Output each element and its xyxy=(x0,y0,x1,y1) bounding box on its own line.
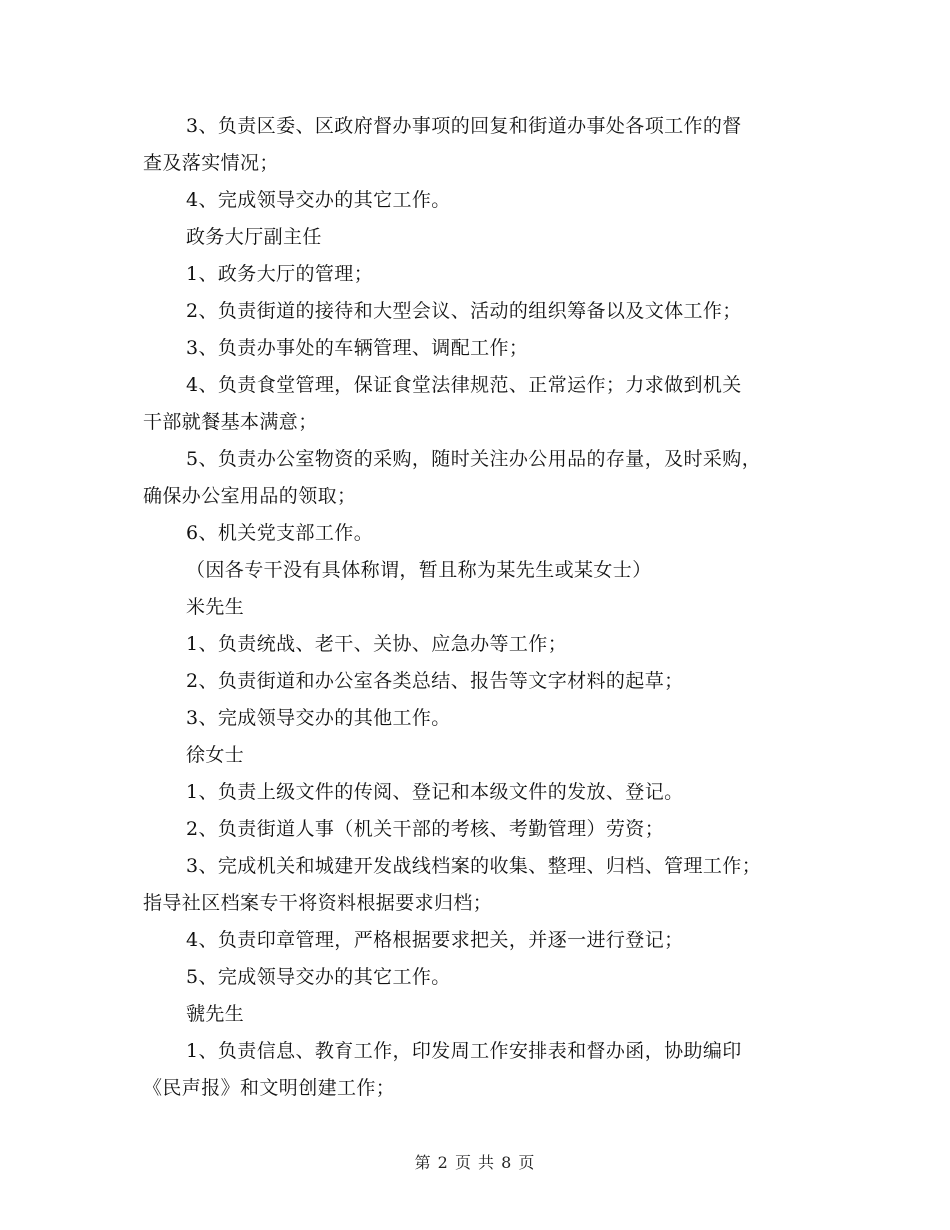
text-line: 1、政务大厅的管理； xyxy=(186,263,374,285)
text-line: 3、负责办事处的车辆管理、调配工作； xyxy=(186,337,529,359)
text-line: 5、负责办公室物资的采购，随时关注办公用品的存量，及时采购， xyxy=(186,448,762,470)
text-line: 1、负责上级文件的传阅、登记和本级文件的发放、登记。 xyxy=(186,781,684,803)
text-line: （因各专干没有具体称谓，暂且称为某先生或某女士） xyxy=(186,559,652,581)
text-line: 《民声报》和文明创建工作； xyxy=(143,1077,396,1099)
text-line: 4、负责食堂管理，保证食堂法律规范、正常运作；力求做到机关 xyxy=(186,374,742,396)
text-line: 5、完成领导交办的其它工作。 xyxy=(186,966,451,988)
text-line: 4、负责印章管理，严格根据要求把关，并逐一进行登记； xyxy=(186,929,684,951)
document-body xyxy=(143,108,815,1107)
text-line: 1、负责统战、老干、关协、应急办等工作； xyxy=(186,633,568,655)
page-footer: 第 2 页 共 8 页 xyxy=(414,1153,536,1172)
text-line: 徐女士 xyxy=(186,744,245,766)
text-line: 2、负责街道人事（机关干部的考核、考勤管理）劳资； xyxy=(186,818,665,840)
text-line: 4、完成领导交办的其它工作。 xyxy=(186,189,451,211)
text-line: 6、机关党支部工作。 xyxy=(186,522,374,544)
text-line: 指导社区档案专干将资料根据要求归档； xyxy=(143,892,493,914)
text-line: 米先生 xyxy=(186,596,245,618)
text-line: 干部就餐基本满意； xyxy=(143,411,318,433)
text-line: 2、负责街道和办公室各类总结、报告等文字材料的起草； xyxy=(186,670,684,692)
text-line: 2、负责街道的接待和大型会议、活动的组织筹备以及文体工作； xyxy=(186,300,742,322)
text-line: 3、完成机关和城建开发战线档案的收集、整理、归档、管理工作； xyxy=(186,855,762,877)
text-line: 3、负责区委、区政府督办事项的回复和街道办事处各项工作的督 xyxy=(186,115,742,137)
text-line: 确保办公室用品的领取； xyxy=(143,485,357,507)
text-line: 3、完成领导交办的其他工作。 xyxy=(186,707,451,729)
text-line: 1、负责信息、教育工作，印发周工作安排表和督办函，协助编印 xyxy=(186,1040,742,1062)
text-line: 虢先生 xyxy=(186,1003,245,1025)
text-line: 查及落实情况； xyxy=(143,152,279,174)
text-line: 政务大厅副主任 xyxy=(186,226,322,248)
